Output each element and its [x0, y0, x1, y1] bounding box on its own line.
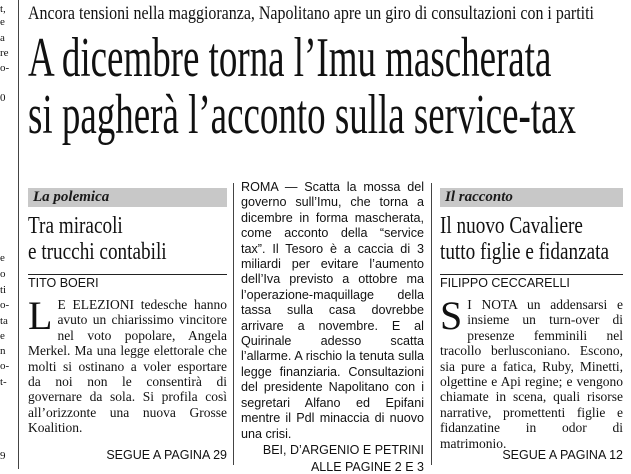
edge-fragment: ti: [0, 284, 7, 296]
headline-text-1: A dicembre torna l’Imu mascherata: [28, 27, 552, 89]
drop-cap: S: [440, 293, 463, 338]
edge-fragment: ta: [0, 315, 8, 327]
edge-fragment: e: [0, 252, 5, 264]
section-label: La polemica: [33, 189, 110, 205]
edge-fragment: a: [0, 32, 5, 44]
column-title-line-1: Il nuovo Cavaliere: [440, 213, 583, 239]
column-divider: [233, 183, 234, 465]
column-title: [28, 213, 227, 265]
continue-link[interactable]: SEGUE A PAGINA 29: [106, 448, 227, 462]
continue-link[interactable]: SEGUE A PAGINA 12: [502, 448, 623, 462]
article-body: [440, 293, 623, 451]
edge-fragment: t-: [0, 376, 7, 388]
drop-cap: L: [28, 293, 53, 338]
section-label-bar: [440, 188, 623, 207]
column-divider: [431, 183, 432, 465]
byline: TITO BOERI: [28, 274, 227, 291]
headline-text-2: si pagherà l’acconto sulla service-tax: [28, 84, 576, 146]
edge-fragment: o: [0, 268, 6, 280]
section-label-bar: [28, 188, 227, 207]
kicker: [28, 3, 631, 25]
edge-fragment: o-: [0, 360, 10, 372]
edge-fragment: 0: [0, 92, 6, 104]
edge-fragment: e: [0, 16, 5, 28]
edge-fragment: e: [0, 330, 5, 342]
edge-fragment: o-: [0, 299, 10, 311]
article-body: [28, 293, 227, 436]
column-title-line-1: Tra miracoli: [28, 213, 123, 239]
byline: FILIPPO CECCARELLI: [440, 274, 623, 291]
column-title-line-2: tutto figlie e fidanzata: [440, 239, 609, 265]
left-edge-fragments: [0, 0, 22, 469]
edge-fragment: re: [0, 47, 9, 59]
column-racconto: [440, 188, 623, 462]
continue-link[interactable]: ALLE PAGINE 2 E 3: [310, 459, 424, 474]
headline-line-1: [28, 29, 631, 87]
edge-fragment: o-: [0, 62, 10, 74]
article-body: ROMA — Scatta la mossa del governo sull’Imu, che torna a dicembre in forma mascherata, come acconto della “service tax”. Il Tesoro è a caccia di 3 miliardi per evitare l’aumento dell’Iva previsto a ottobre ma l’operazione-maquillage della tassa sulla casa dovrebbe arrivare a novembre. E al Quirinale adesso scatta l’allarme. A rischio la tenuta sulla legge finanziaria. Consultazioni del presidente Napolitano con i segretari Alfano ed Epifani mentre il Pdl minaccia di nuovo una crisi.: [241, 180, 424, 441]
edge-fragment: 9: [0, 450, 6, 462]
column-main-article: [241, 180, 424, 474]
edge-divider: [18, 0, 19, 469]
kicker-text: Ancora tensioni nella maggioranza, Napolitano apre un giro di consultazioni con i partiti: [28, 3, 594, 24]
section-label: Il racconto: [445, 189, 513, 205]
edge-fragment: n: [0, 345, 6, 357]
article-text: E ELEZIONI tedesche hanno avuto un chiarissimo vincitore nel voto popolare, Angela Merkel. Ma una legge elettorale che molti si ostinano a voler esportare da noi non le consentirà di governare da sola. Si profila così all’orizzonte una nuova Grosse Koalition.: [28, 297, 227, 436]
edge-fragment: t,: [0, 3, 6, 15]
headline-line-2: [28, 86, 631, 144]
column-title-line-2: e trucchi contabili: [28, 239, 167, 265]
article-authors: BEI, D’ARGENIO E PETRINI: [262, 442, 424, 457]
column-polemica: [28, 188, 227, 462]
column-title: [440, 213, 623, 265]
article-text: I NOTA un addensarsi e insieme un turn-over di presenze femminili nel tracollo berlusconiano. Escono, sia pure a fatica, Ruby, Minetti, olgettine e Api regine; e vengono chiamate in scena, quali risorse narrative, promettenti figlie e fidanzatine in odor di matrimonio.: [440, 297, 623, 451]
